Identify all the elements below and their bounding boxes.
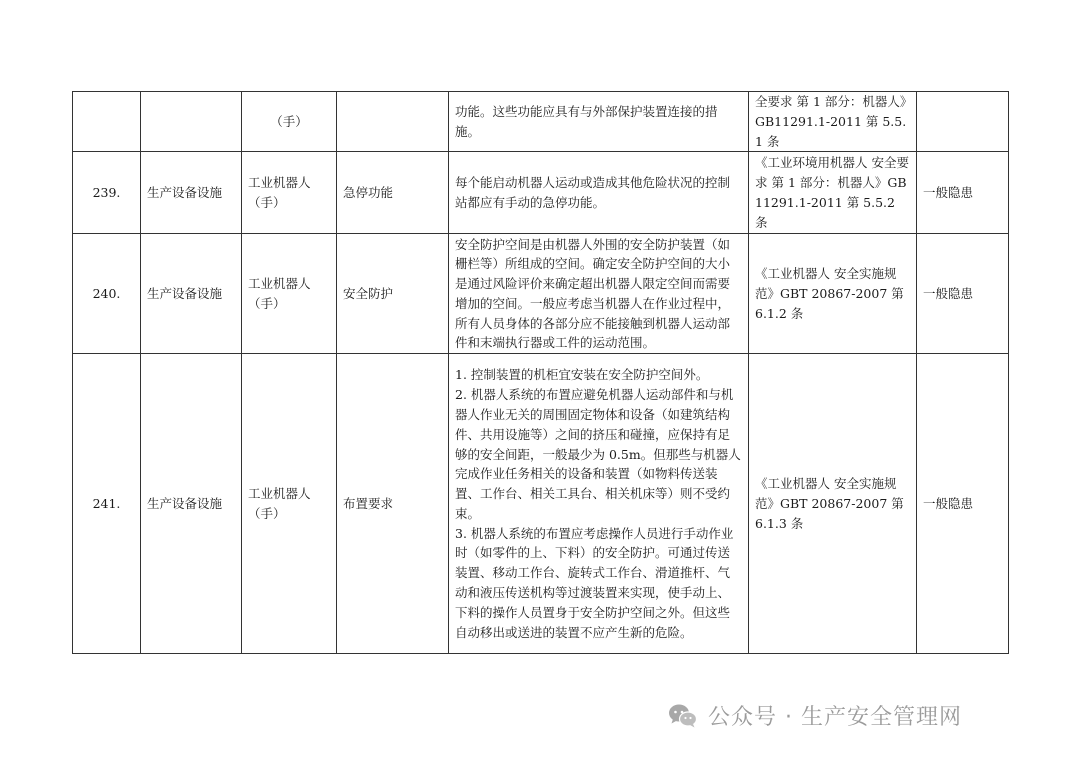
category-cell: 生产设备设施: [141, 152, 242, 234]
equipment-cell: 工业机器人 （手）: [242, 234, 337, 354]
level-cell: [917, 92, 1009, 152]
item-cell: 布置要求: [337, 354, 449, 654]
category-cell: 生产设备设施: [141, 354, 242, 654]
requirement-cell: 安全防护空间是由机器人外围的安全防护装置（如栅栏等）所组成的空间。确定安全防护空间的大小是通过风险评价来确定超出机器人限定空间而需要增加的空间。一般应考虑当机器人在作业过程中，所有人员身体的各部分应不能接触到机器人运动部件和末端执行器或工件的运动范围。: [449, 234, 749, 354]
basis-cell: 全要求 第 1 部分：机器人》GB11291.1-2011 第 5.5.1 条: [749, 92, 917, 152]
requirement-cell: 每个能启动机器人运动或造成其他危险状况的控制站都应有手动的急停功能。: [449, 152, 749, 234]
watermark: [668, 700, 962, 731]
requirement-cell: 功能。这些功能应具有与外部保护装置连接的措施。: [449, 92, 749, 152]
row-number: 241.: [73, 354, 141, 654]
basis-cell: 《工业环境用机器人 安全要求 第 1 部分：机器人》GB11291.1-2011 第 5.5.2 条: [749, 152, 917, 234]
basis-cell: 《工业机器人 安全实施规范》GBT 20867-2007 第 6.1.2 条: [749, 234, 917, 354]
wechat-icon: [668, 703, 698, 729]
watermark-text: 公众号 · 生产安全管理网: [708, 705, 962, 730]
row-number: [73, 92, 141, 152]
level-cell: 一般隐患: [917, 354, 1009, 654]
basis-cell: 《工业机器人 安全实施规范》GBT 20867-2007 第 6.1.3 条: [749, 354, 917, 654]
item-cell: 安全防护: [337, 234, 449, 354]
level-cell: 一般隐患: [917, 152, 1009, 234]
row-number: 239.: [73, 152, 141, 234]
table-row: [73, 354, 1009, 654]
table-row: [73, 152, 1009, 234]
item-cell: 急停功能: [337, 152, 449, 234]
equipment-cell: 工业机器人 （手）: [242, 152, 337, 234]
row-number: 240.: [73, 234, 141, 354]
table-row: [73, 92, 1009, 152]
equipment-cell: 工业机器人 （手）: [242, 354, 337, 654]
item-cell: [337, 92, 449, 152]
hazard-table: [72, 91, 1009, 654]
category-cell: 生产设备设施: [141, 234, 242, 354]
equipment-cell: （手）: [242, 92, 337, 152]
category-cell: [141, 92, 242, 152]
level-cell: 一般隐患: [917, 234, 1009, 354]
table-row: [73, 234, 1009, 354]
requirement-cell: 1. 控制装置的机柜宜安装在安全防护空间外。 2. 机器人系统的布置应避免机器人运动部件和与机器人作业无关的周围固定物体和设备（如建筑结构件、共用设施等）之间的挤压和碰撞，应保持有足够的安全间距，一般最少为 0.5m。但那些与机器人完成作业任务相关的设备和装置（如物料传送装置、工作台、相关工具台、相关机床等）则不受约束。 3. 机器人系统的布置应考虑操作人员进行手动作业时（如零件的上、下料）的安全防护。可通过传送装置、移动工作台、旋转式工作台、滑道推杆、气动和液压传送机构等过渡装置来实现，使手动上、下料的操作人员置身于安全防护空间之外。但这些自动移出或送进的装置不应产生新的危险。: [449, 354, 749, 654]
